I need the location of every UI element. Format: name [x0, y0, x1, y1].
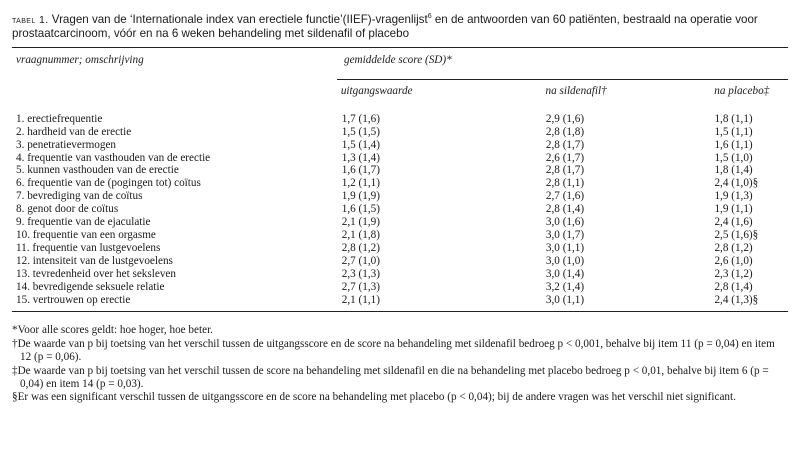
score-table-columns	[12, 80, 788, 113]
document-page	[12, 13, 788, 405]
caption-text-continued: en de antwoorden van 60 patiënten, bestraald na operatie voor prostaatcarcinoom, vóór en na 6 weken behandeling met sildenafil of placebo	[12, 13, 758, 40]
question-cell: 8. genot door de coïtus	[16, 203, 119, 216]
score-table	[12, 48, 788, 79]
placebo-cell: 2,8 (1,2)	[714, 241, 753, 254]
table-row	[12, 216, 788, 229]
placebo-cell: 2,4 (1,0)§	[714, 177, 759, 190]
sildenafil-cell: 3,0 (1,4)	[545, 267, 585, 280]
baseline-cell: 2,3 (1,3)	[341, 267, 380, 280]
placebo-cell: 1,5 (1,1)	[714, 125, 753, 138]
sildenafil-cell: 2,8 (1,4)	[545, 203, 585, 216]
baseline-cell: 1,5 (1,5)	[341, 125, 380, 138]
question-cell: 4. frequentie van vasthouden van de erectie	[16, 151, 211, 164]
sildenafil-cell: 3,2 (1,4)	[545, 280, 585, 293]
header-sildenafil: na sildenafil†	[545, 84, 607, 97]
baseline-cell: 2,1 (1,1)	[341, 293, 380, 306]
question-cell: 12. intensiteit van de lustgevoelens	[16, 254, 173, 267]
placebo-cell: 2,4 (1,6)	[714, 216, 753, 229]
placebo-cell: 1,9 (1,3)	[714, 190, 753, 203]
question-cell: 14. bevredigende seksuele relatie	[16, 280, 165, 293]
caption-text: Vragen van de ‘Internationale index van erectiele functie’(IIEF)-vragenlijst	[51, 13, 428, 26]
baseline-cell: 1,6 (1,5)	[341, 203, 380, 216]
sildenafil-cell: 3,0 (1,0)	[545, 254, 585, 267]
footnote-double-dagger: ‡De waarde van p bij toetsing van het verschil tussen de score na behandeling met sildenafil en die na behandeling met placebo bedroeg p < 0,01, behalve bij item 6 (p = 0,04) en item 14 (p = 0,03).	[12, 364, 769, 391]
footnote-dagger: †De waarde van p bij toetsing van het verschil tussen de uitgangsscore en de score na behandeling met sildenafil bedroeg p < 0,001, behalve bij item 11 (p = 0,04) en item 12 (p = 0,06).	[12, 337, 775, 364]
table-row	[12, 113, 788, 126]
sildenafil-cell: 3,0 (1,6)	[545, 216, 585, 229]
baseline-cell: 1,9 (1,9)	[341, 190, 380, 203]
question-cell: 7. bevrediging van de coïtus	[16, 190, 143, 203]
table-row	[12, 255, 788, 268]
baseline-cell: 1,6 (1,7)	[341, 164, 380, 177]
question-cell: 9. frequentie van de ejaculatie	[16, 216, 151, 229]
baseline-cell: 2,1 (1,8)	[341, 228, 380, 241]
question-cell: 5. kunnen vasthouden van de erectie	[16, 164, 179, 177]
table-row	[12, 190, 788, 203]
sildenafil-cell: 2,8 (1,7)	[545, 138, 585, 151]
baseline-cell: 2,8 (1,2)	[341, 241, 380, 254]
sildenafil-cell: 2,7 (1,6)	[545, 190, 585, 203]
baseline-cell: 1,3 (1,4)	[341, 151, 380, 164]
table-row	[12, 203, 788, 216]
question-cell: 13. tevredenheid over het seksleven	[16, 267, 176, 280]
caption-reference: 6	[427, 13, 432, 21]
sildenafil-cell: 3,0 (1,7)	[545, 228, 585, 241]
table-caption	[12, 13, 788, 41]
question-cell: 2. hardheid van de erectie	[16, 125, 132, 138]
table-row	[12, 281, 788, 294]
placebo-cell: 2,5 (1,6)§	[714, 228, 759, 241]
footnote-asterisk: *Voor alle scores geldt: hoe hoger, hoe beter.	[12, 324, 213, 337]
table-row	[12, 177, 788, 190]
placebo-cell: 1,8 (1,1)	[714, 112, 753, 125]
sildenafil-cell: 2,8 (1,7)	[545, 164, 585, 177]
sildenafil-cell: 2,9 (1,6)	[545, 112, 585, 125]
table-label: tabel 1.	[12, 14, 49, 26]
sildenafil-cell: 2,8 (1,1)	[545, 177, 585, 190]
baseline-cell: 2,7 (1,0)	[341, 254, 380, 267]
placebo-cell: 2,3 (1,2)	[714, 267, 753, 280]
question-cell: 6. frequentie van de (pogingen tot) coïtus	[16, 177, 201, 190]
header-placebo: na placebo‡	[714, 84, 770, 97]
placebo-cell: 1,6 (1,1)	[714, 138, 753, 151]
header-score-group: gemiddelde score (SD)*	[344, 54, 452, 66]
header-question: vraagnummer; omschrijving	[16, 54, 144, 66]
sildenafil-cell: 3,0 (1,1)	[545, 293, 585, 306]
question-cell: 11. frequentie van lustgevoelens	[16, 241, 161, 254]
table-row	[12, 268, 788, 281]
table-row	[12, 152, 788, 165]
baseline-cell: 2,1 (1,9)	[341, 216, 380, 229]
question-cell: 3. penetratievermogen	[16, 138, 117, 151]
header-row-group	[12, 48, 788, 79]
placebo-cell: 2,4 (1,3)§	[714, 293, 759, 306]
baseline-cell: 1,7 (1,6)	[341, 112, 380, 125]
table-row	[12, 139, 788, 152]
table-footnotes	[12, 324, 788, 404]
question-cell: 15. vertrouwen op erectie	[16, 293, 131, 306]
placebo-cell: 2,8 (1,4)	[714, 280, 753, 293]
header-baseline: uitgangswaarde	[340, 84, 413, 97]
header-row-columns	[12, 80, 788, 113]
baseline-cell: 1,2 (1,1)	[341, 177, 380, 190]
baseline-cell: 2,7 (1,3)	[341, 280, 380, 293]
sildenafil-cell: 2,8 (1,8)	[545, 125, 585, 138]
question-cell: 1. erectiefrequentie	[16, 112, 103, 125]
placebo-cell: 1,9 (1,1)	[714, 203, 753, 216]
baseline-cell: 1,5 (1,4)	[341, 138, 380, 151]
score-table-body	[12, 113, 788, 307]
question-cell: 10. frequentie van een orgasme	[16, 228, 156, 241]
placebo-cell: 1,5 (1,0)	[714, 151, 753, 164]
placebo-cell: 1,8 (1,4)	[714, 164, 753, 177]
footnote-section: §Er was een significant verschil tussen de uitgangsscore en de score na behandeling met placebo (p < 0,04); bij de andere vragen was het verschil niet significant.	[12, 391, 736, 404]
table-row	[12, 164, 788, 177]
bottom-rule	[12, 311, 788, 312]
table-row	[12, 126, 788, 139]
sildenafil-cell: 3,0 (1,1)	[545, 241, 585, 254]
table-row	[12, 242, 788, 255]
placebo-cell: 2,6 (1,0)	[714, 254, 753, 267]
table-row	[12, 229, 788, 242]
table-row	[12, 294, 788, 307]
sildenafil-cell: 2,6 (1,7)	[545, 151, 585, 164]
